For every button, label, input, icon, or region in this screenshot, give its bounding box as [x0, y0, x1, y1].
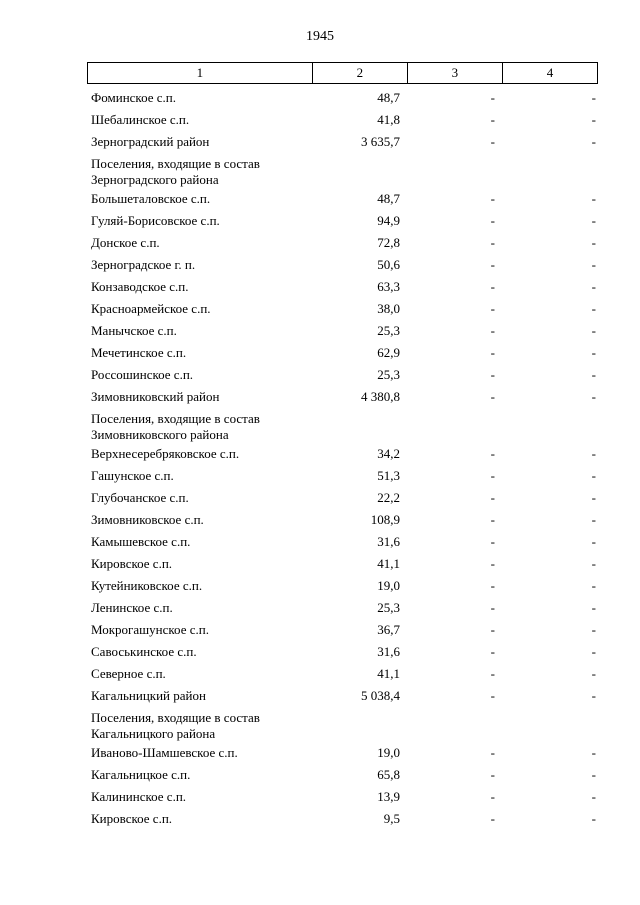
row-value: 72,8 — [377, 235, 400, 250]
row-col4: - — [591, 622, 596, 637]
row-value: 4 380,8 — [361, 389, 400, 404]
row-value: 25,3 — [377, 600, 400, 615]
row-value: 19,0 — [377, 745, 400, 760]
page-number: 1945 — [306, 29, 334, 44]
row-name: Верхнесеребряковское с.п. — [91, 446, 240, 461]
row-col4: - — [591, 134, 596, 149]
table-row — [87, 320, 598, 342]
row-name: Савоськинское с.п. — [91, 644, 197, 659]
row-value: 48,7 — [377, 90, 400, 105]
row-name: Шебалинское с.п. — [91, 112, 190, 127]
table-body — [87, 87, 598, 830]
row-col3: - — [490, 767, 495, 782]
row-name: Манычское с.п. — [91, 323, 177, 338]
table-row — [87, 109, 598, 131]
table-row — [87, 364, 598, 386]
row-col3: - — [490, 745, 495, 760]
row-value: 31,6 — [377, 644, 400, 659]
row-col3: - — [490, 345, 495, 360]
row-value: 36,7 — [377, 622, 400, 637]
row-value: 34,2 — [377, 446, 400, 461]
row-col3: - — [490, 789, 495, 804]
row-col3: - — [490, 257, 495, 272]
table-row — [87, 443, 598, 465]
row-name: Большеталовское с.п. — [91, 191, 211, 206]
column-header-3: 3 — [408, 63, 503, 83]
row-col3: - — [490, 644, 495, 659]
row-value — [313, 153, 408, 156]
row-name: Мокрогашунское с.п. — [91, 622, 209, 637]
table-row — [87, 342, 598, 364]
row-col3: - — [490, 112, 495, 127]
table-row — [87, 298, 598, 320]
row-name: Калининское с.п. — [91, 789, 187, 804]
row-col3: - — [490, 578, 495, 593]
row-col3 — [408, 707, 503, 710]
row-col4: - — [591, 279, 596, 294]
row-value — [313, 408, 408, 411]
table-header — [87, 62, 598, 84]
row-col3: - — [490, 556, 495, 571]
row-col4: - — [591, 789, 596, 804]
row-name: Красноармейское с.п. — [91, 301, 211, 316]
table-row — [87, 764, 598, 786]
row-col4: - — [591, 301, 596, 316]
row-value: 41,1 — [377, 556, 400, 571]
row-col3: - — [490, 688, 495, 703]
row-col4: - — [591, 323, 596, 338]
row-col3: - — [490, 367, 495, 382]
table-row — [87, 232, 598, 254]
row-name: Кутейниковское с.п. — [91, 578, 203, 593]
row-name: Кагальницкий район — [91, 688, 206, 703]
row-col3 — [408, 153, 503, 156]
row-col4: - — [591, 213, 596, 228]
row-value: 51,3 — [377, 468, 400, 483]
row-col4: - — [591, 600, 596, 615]
row-value: 19,0 — [377, 578, 400, 593]
table-row — [87, 131, 598, 153]
row-col4: - — [591, 345, 596, 360]
row-name: Зимовниковское с.п. — [91, 512, 204, 527]
row-value: 50,6 — [377, 257, 400, 272]
table-row — [87, 663, 598, 685]
row-name: Поселения, входящие в состав Зимовниковского района — [91, 411, 260, 442]
row-col4: - — [591, 257, 596, 272]
row-col3: - — [490, 446, 495, 461]
row-value: 48,7 — [377, 191, 400, 206]
row-col4: - — [591, 112, 596, 127]
row-col3: - — [490, 512, 495, 527]
row-value: 94,9 — [377, 213, 400, 228]
table-row — [87, 487, 598, 509]
table-row — [87, 386, 598, 408]
row-col3: - — [490, 600, 495, 615]
row-col4 — [503, 408, 598, 411]
table-row — [87, 553, 598, 575]
row-col4: - — [591, 767, 596, 782]
table-row — [87, 685, 598, 707]
table-row — [87, 408, 598, 443]
row-name: Гашунское с.п. — [91, 468, 174, 483]
row-value: 13,9 — [377, 789, 400, 804]
row-value: 3 635,7 — [361, 134, 400, 149]
table-row — [87, 707, 598, 742]
row-value: 38,0 — [377, 301, 400, 316]
row-col3: - — [490, 468, 495, 483]
row-col4: - — [591, 644, 596, 659]
row-value: 41,1 — [377, 666, 400, 681]
row-name: Камышевское с.п. — [91, 534, 191, 549]
table-row — [87, 188, 598, 210]
row-col3: - — [490, 301, 495, 316]
row-value: 25,3 — [377, 367, 400, 382]
row-name: Россошинское с.п. — [91, 367, 194, 382]
table-row — [87, 210, 598, 232]
row-col4: - — [591, 389, 596, 404]
row-col3: - — [490, 811, 495, 826]
row-name: Зерноградский район — [91, 134, 210, 149]
row-name: Глубочанское с.п. — [91, 490, 189, 505]
row-value: 62,9 — [377, 345, 400, 360]
row-col4: - — [591, 534, 596, 549]
row-name: Кагальницкое с.п. — [91, 767, 191, 782]
table-row — [87, 276, 598, 298]
row-col3: - — [490, 134, 495, 149]
row-value: 22,2 — [377, 490, 400, 505]
column-header-2: 2 — [313, 63, 408, 83]
row-col4: - — [591, 191, 596, 206]
row-name: Гуляй-Борисовское с.п. — [91, 213, 220, 228]
row-col3: - — [490, 279, 495, 294]
row-col4: - — [591, 556, 596, 571]
row-name: Конзаводское с.п. — [91, 279, 189, 294]
row-value — [313, 707, 408, 710]
row-col4: - — [591, 490, 596, 505]
column-header-1: 1 — [88, 63, 313, 83]
table-row — [87, 641, 598, 663]
row-name: Северное с.п. — [91, 666, 166, 681]
column-header-4: 4 — [546, 65, 554, 80]
row-col3: - — [490, 191, 495, 206]
row-value: 5 038,4 — [361, 688, 400, 703]
row-value: 108,9 — [370, 512, 400, 527]
row-name: Поселения, входящие в состав Зерноградского района — [91, 156, 260, 187]
table-row — [87, 742, 598, 764]
row-col4: - — [591, 446, 596, 461]
row-col3: - — [490, 534, 495, 549]
row-col3: - — [490, 323, 495, 338]
table-row — [87, 786, 598, 808]
row-name: Фоминское с.п. — [91, 90, 176, 105]
row-col3: - — [490, 389, 495, 404]
table-row — [87, 509, 598, 531]
row-value: 25,3 — [377, 323, 400, 338]
row-name: Иваново-Шамшевское с.п. — [91, 745, 238, 760]
table-row — [87, 153, 598, 188]
row-value: 65,8 — [377, 767, 400, 782]
row-col3 — [408, 408, 503, 411]
table-row — [87, 465, 598, 487]
row-name: Поселения, входящие в состав Кагальницкого района — [91, 710, 260, 741]
row-value: 63,3 — [377, 279, 400, 294]
row-name: Зерноградское г. п. — [91, 257, 196, 272]
row-value: 31,6 — [377, 534, 400, 549]
table-row — [87, 254, 598, 276]
table-row — [87, 575, 598, 597]
row-col3: - — [490, 666, 495, 681]
row-name: Кировское с.п. — [91, 556, 173, 571]
row-name: Донское с.п. — [91, 235, 160, 250]
row-name: Зимовниковский район — [91, 389, 220, 404]
row-col4: - — [591, 745, 596, 760]
row-col4: - — [591, 578, 596, 593]
row-name: Кировское с.п. — [91, 811, 173, 826]
row-col4: - — [591, 468, 596, 483]
row-col4: - — [591, 367, 596, 382]
row-col4: - — [591, 688, 596, 703]
row-col3: - — [490, 235, 495, 250]
row-name: Мечетинское с.п. — [91, 345, 187, 360]
table-row — [87, 531, 598, 553]
row-col4: - — [591, 512, 596, 527]
row-col3: - — [490, 490, 495, 505]
table-row — [87, 597, 598, 619]
row-col3: - — [490, 90, 495, 105]
row-value: 9,5 — [383, 811, 400, 826]
row-col4: - — [591, 90, 596, 105]
table-row — [87, 619, 598, 641]
row-col4 — [503, 153, 598, 156]
row-col4: - — [591, 235, 596, 250]
row-col4: - — [591, 811, 596, 826]
row-col4 — [503, 707, 598, 710]
row-col3: - — [490, 213, 495, 228]
table-row — [87, 87, 598, 109]
row-name: Ленинское с.п. — [91, 600, 173, 615]
row-col4: - — [591, 666, 596, 681]
row-col3: - — [490, 622, 495, 637]
table-row — [87, 808, 598, 830]
row-value: 41,8 — [377, 112, 400, 127]
